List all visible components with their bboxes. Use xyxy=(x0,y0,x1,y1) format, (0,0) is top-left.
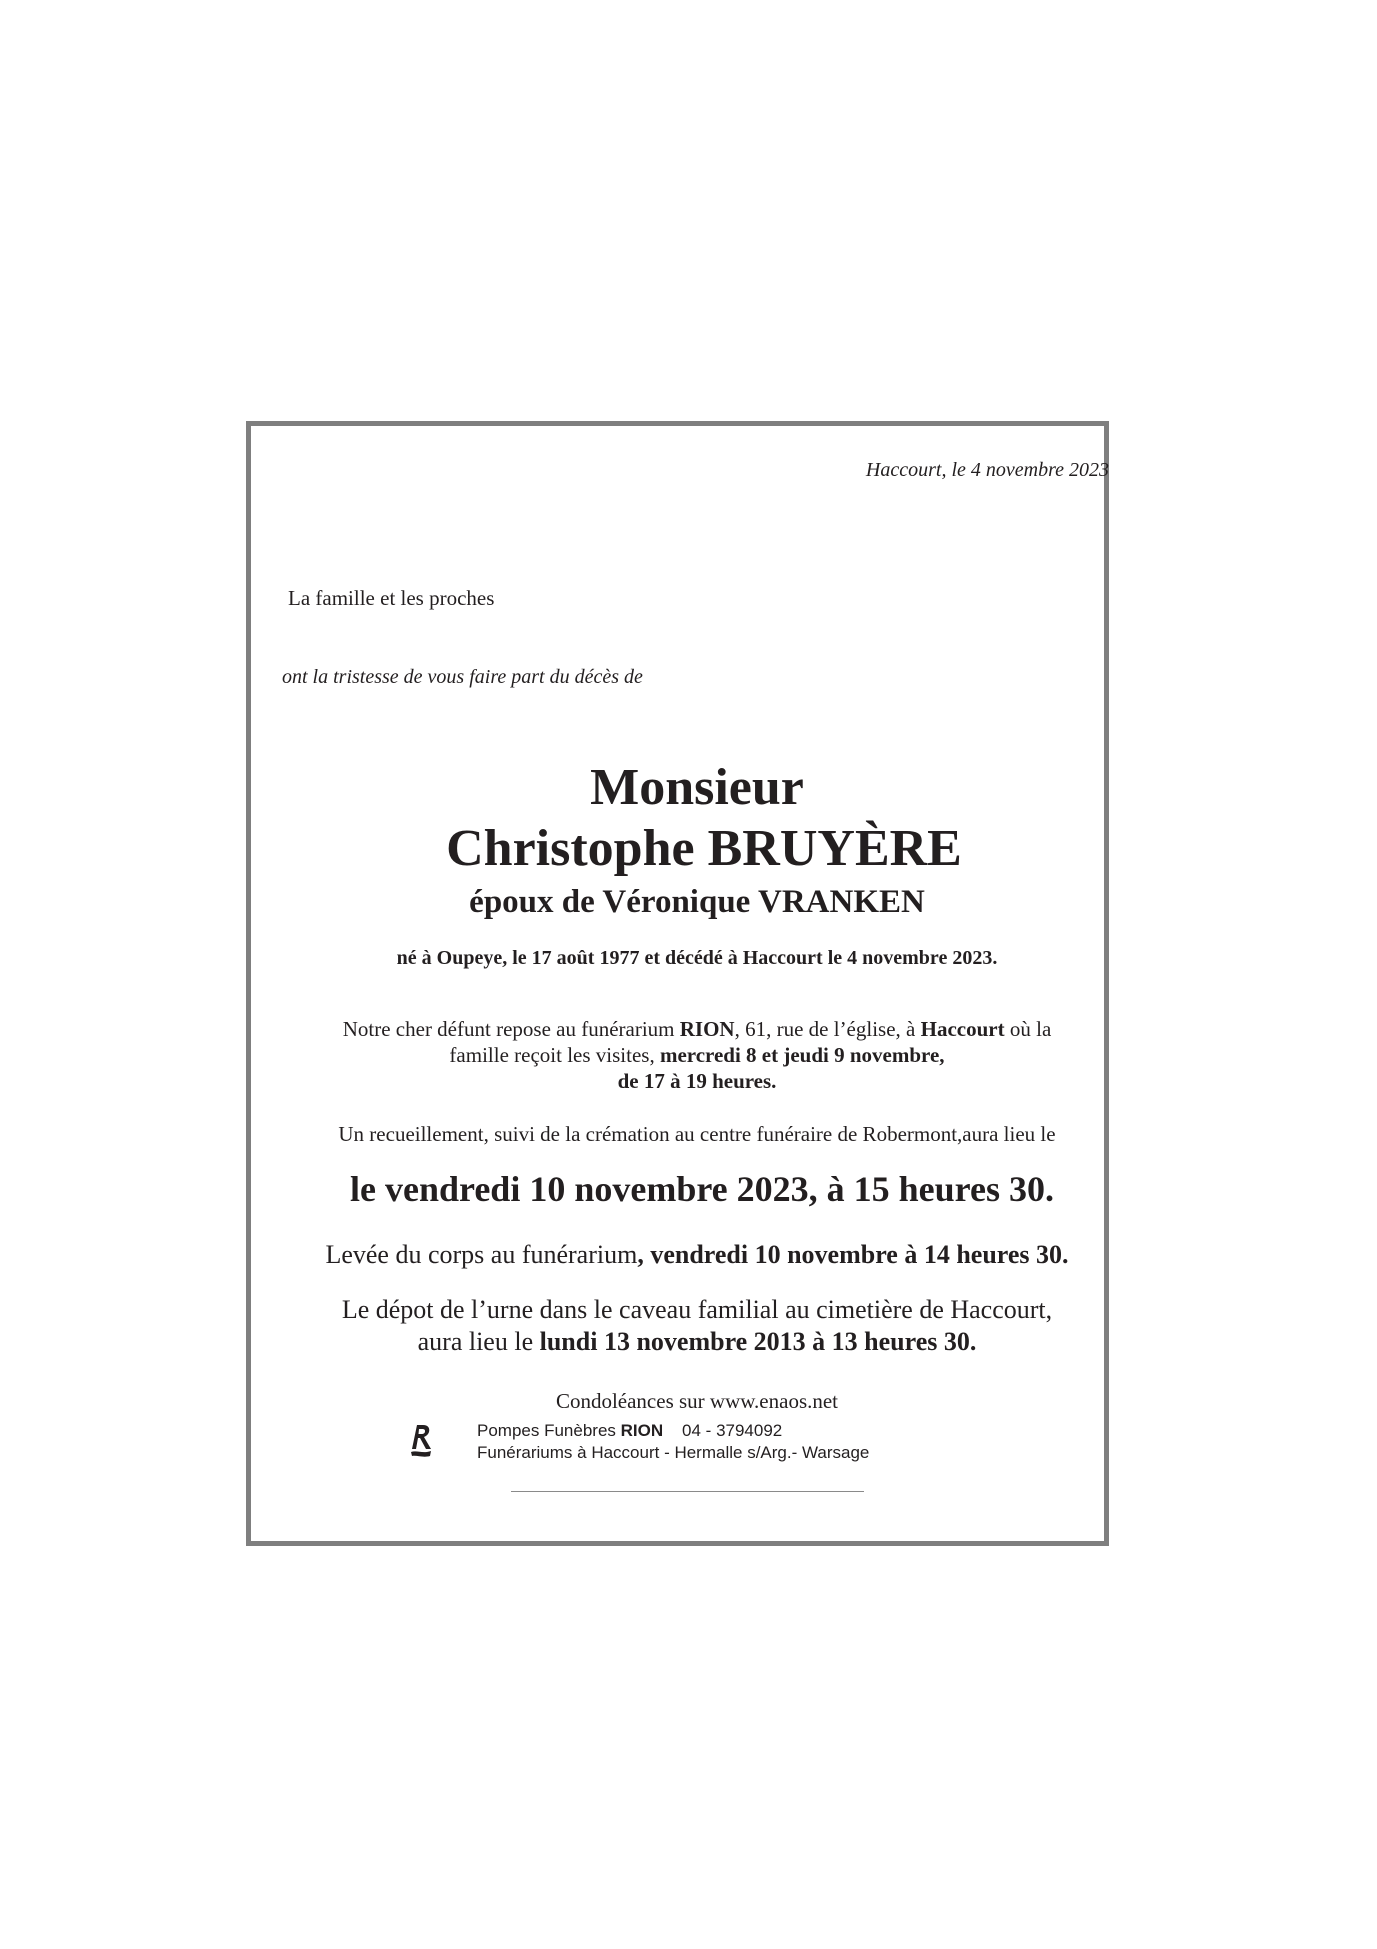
urne-date: lundi 13 novembre 2013 à 13 heures 30. xyxy=(539,1327,977,1356)
funeral-home-prefix: Pompes Funèbres xyxy=(477,1421,621,1440)
urne-paragraph xyxy=(0,1294,1377,1358)
viewing-text-3: où la xyxy=(1004,1017,1052,1041)
deceased-title: Monsieur xyxy=(590,759,804,816)
urne-text-1: Le dépot de l’urne dans le caveau familial au cimetière de Haccourt, xyxy=(341,1295,1053,1324)
ceremony-date: le vendredi 10 novembre 2023, à 15 heures 30. xyxy=(350,1169,1054,1209)
bottom-divider xyxy=(511,1491,864,1492)
viewing-hours: de 17 à 19 heures. xyxy=(617,1069,777,1093)
viewing-funeral-home: RION xyxy=(679,1017,735,1041)
viewing-days: mercredi 8 et jeudi 9 novembre, xyxy=(659,1043,945,1067)
viewing-text-1: Notre cher défunt repose au funérarium xyxy=(342,1017,680,1041)
condolences-link[interactable]: Condoléances sur www.enaos.net xyxy=(555,1389,839,1413)
birth-death-line: né à Oupeye, le 17 août 1977 et décédé à Haccourt le 4 novembre 2023. xyxy=(396,947,998,969)
funeral-home-info xyxy=(477,1420,869,1464)
viewing-text-4: famille reçoit les visites, xyxy=(449,1043,660,1067)
levee-text: Levée du corps au funérarium xyxy=(325,1240,638,1269)
urne-text-2: aura lieu le xyxy=(417,1327,540,1356)
viewing-town: Haccourt xyxy=(920,1017,1005,1041)
funeral-home-name: RION xyxy=(620,1421,664,1440)
date-line: Haccourt, le 4 novembre 2023 xyxy=(865,459,1109,481)
levee-line xyxy=(0,1238,1377,1272)
viewing-paragraph xyxy=(0,1016,1377,1094)
rion-logo-icon xyxy=(409,1423,437,1459)
gathering-line: Un recueillement, suivi de la crémation au centre funéraire de Robermont,aura lieu le xyxy=(338,1122,1056,1146)
levee-date: , vendredi 10 novembre à 14 heures 30. xyxy=(637,1240,1069,1269)
intro-text: La famille et les proches xyxy=(288,586,495,610)
funeral-home-locations: Funérariums à Haccourt - Hermalle s/Arg.- Warsage xyxy=(477,1443,870,1462)
viewing-text-2: , 61, rue de l’église, à xyxy=(734,1017,921,1041)
spouse-line: époux de Véronique VRANKEN xyxy=(469,884,925,920)
deceased-name: Christophe BRUYÈRE xyxy=(446,820,962,877)
announce-text: ont la tristesse de vous faire part du décès de xyxy=(282,666,643,688)
funeral-home-phone: 04 - 3794092 xyxy=(682,1421,783,1440)
